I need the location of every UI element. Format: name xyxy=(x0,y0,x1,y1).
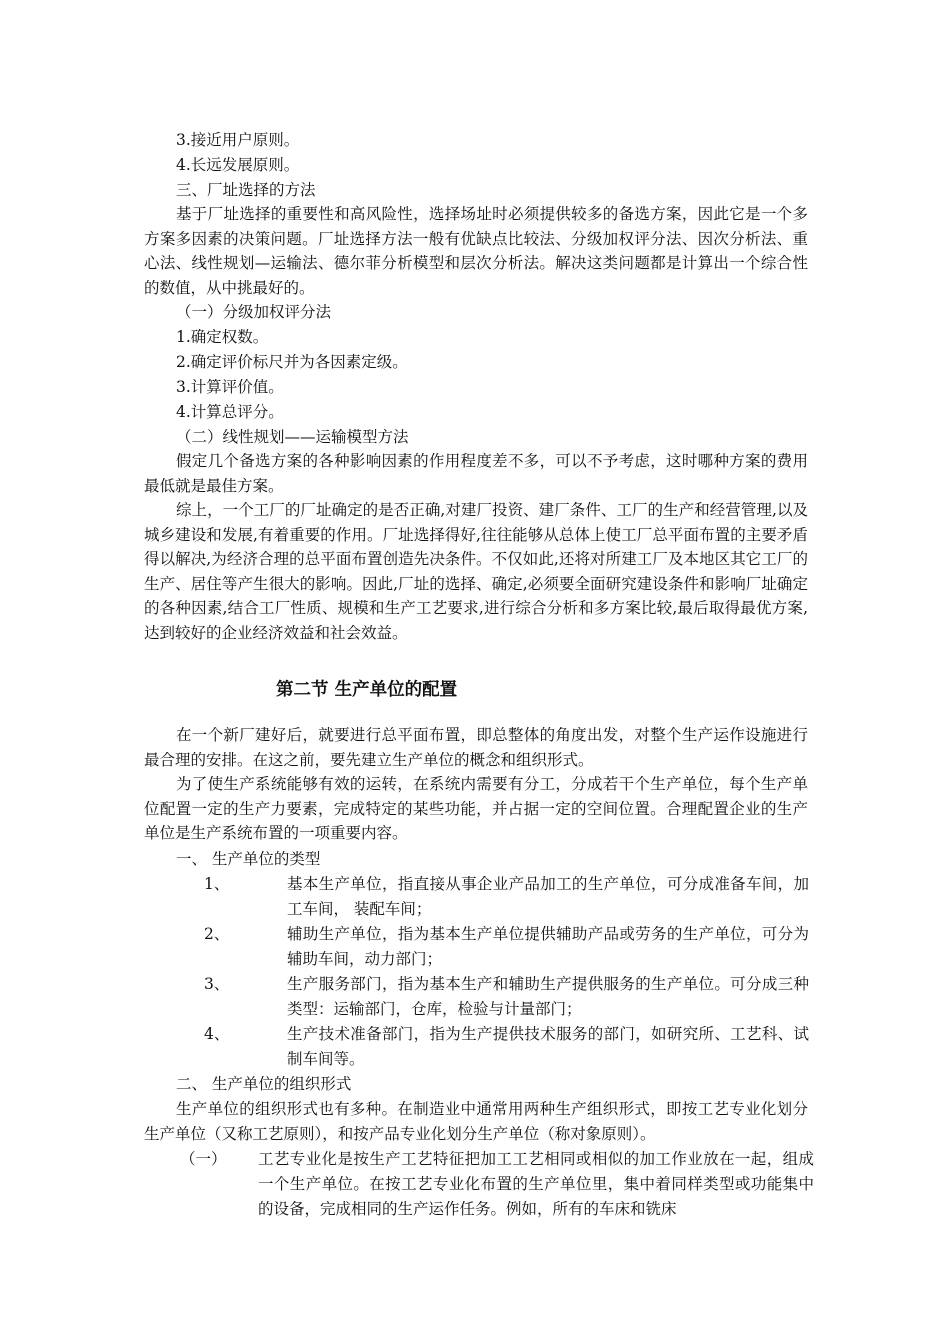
item-text-process: 工艺专业化是按生产工艺特征把加工工艺相同或相似的加工作业放在一起，组成一个生产单位。在按工艺专业化布置的生产单位里，集中着同样类型或功能集中的设备，完成相同的生产运作任务。例如，所有的车床和铣床 xyxy=(258,1150,814,1218)
subheading-organization-forms: 二、 生产单位的组织形式 xyxy=(176,1075,352,1093)
step-weights: 1.确定权数。 xyxy=(176,328,269,346)
subheading-weighted-scoring: （一）分级加权评分法 xyxy=(176,303,332,321)
section-heading: 第二节 生产单位的配置 xyxy=(276,680,458,700)
paragraph-site-selection: 基于厂址选择的重要性和高风险性，选择场址时必须提供较多的备选方案，因此它是一个多方案多因素的决策问题。厂址选择方法一般有优缺点比较法、分级加权评分法、因次分析法、重心法、线性规划—运输法、德尔菲分析模型和层次分析法。解决这类问题都是计算出一个综合性的数值，从中挑最好的。 xyxy=(144,205,808,297)
paragraph-production-units: 为了使生产系统能够有效的运转，在系统内需要有分工，分成若干个生产单位，每个生产单位配置一定的生产力要素，完成特定的某些功能，并占据一定的空间位置。合理配置企业的生产单位是生产系统布置的一项重要内容。 xyxy=(144,775,808,842)
list-item-near-users: 3.接近用户原则。 xyxy=(176,131,300,149)
step-total: 4.计算总评分。 xyxy=(176,403,284,421)
item-number-1: 1、 xyxy=(204,875,230,893)
paragraph-summary: 综上，一个工厂的厂址确定的是否正确,对建厂投资、建厂条件、工厂的生产和经营管理,以及城乡建设和发展,有着重要的作用。厂址选择得好,往往能够从总体上使工厂总平面布置的主要矛盾得以解决,为经济合理的总平面布置创造先决条件。不仅如此,还将对所建工厂及本地区其它工厂的生产、居住等产生很大的影响。因此,厂址的选择、确定,必须要全面研究建设条件和影响厂址确定的各种因素,结合工厂性质、规模和生产工艺要求,进行综合分析和多方案比较,最后取得最优方案,达到较好的企业经济效益和社会效益。 xyxy=(144,501,808,642)
item-number-3: 3、 xyxy=(204,975,230,993)
paragraph-organization-forms: 生产单位的组织形式也有多种。在制造业中通常用两种生产组织形式，即按工艺专业化划分生产单位（又称工艺原则），和按产品专业化划分生产单位（称对象原则）。 xyxy=(144,1100,808,1143)
item-text-2: 辅助生产单位，指为基本生产单位提供辅助产品或劳务的生产单位，可分为辅助车间，动力部门； xyxy=(287,925,809,968)
step-scale: 2.确定评价标尺并为各因素定级。 xyxy=(176,353,408,371)
step-evaluate: 3.计算评价值。 xyxy=(176,378,284,396)
paragraph-lp-assumption: 假定几个备选方案的各种影响因素的作用程度差不多，可以不予考虑，这时哪种方案的费用最低就是最佳方案。 xyxy=(144,452,808,495)
item-number-process: （一） xyxy=(180,1150,227,1168)
item-text-4: 生产技术准备部门，指为生产提供技术服务的部门，如研究所、工艺科、试制车间等。 xyxy=(287,1025,809,1068)
item-number-2: 2、 xyxy=(204,925,230,943)
subheading-linear-programming: （二）线性规划——运输模型方法 xyxy=(176,428,409,446)
subheading-site-methods: 三、厂址选择的方法 xyxy=(176,181,316,199)
paragraph-layout-intro: 在一个新厂建好后，就要进行总平面布置，即总整体的角度出发，对整个生产运作设施进行最合理的安排。在这之前，要先建立生产单位的概念和组织形式。 xyxy=(144,726,808,769)
item-text-1: 基本生产单位，指直接从事企业产品加工的生产单位，可分成准备车间，加工车间， 装配车间； xyxy=(287,875,809,918)
item-number-4: 4、 xyxy=(204,1025,230,1043)
list-item-long-term: 4.长远发展原则。 xyxy=(176,156,300,174)
subheading-unit-types: 一、 生产单位的类型 xyxy=(176,850,321,868)
item-text-3: 生产服务部门，指为基本生产和辅助生产提供服务的生产单位。可分成三种类型：运输部门，仓库，检验与计量部门； xyxy=(287,975,809,1018)
